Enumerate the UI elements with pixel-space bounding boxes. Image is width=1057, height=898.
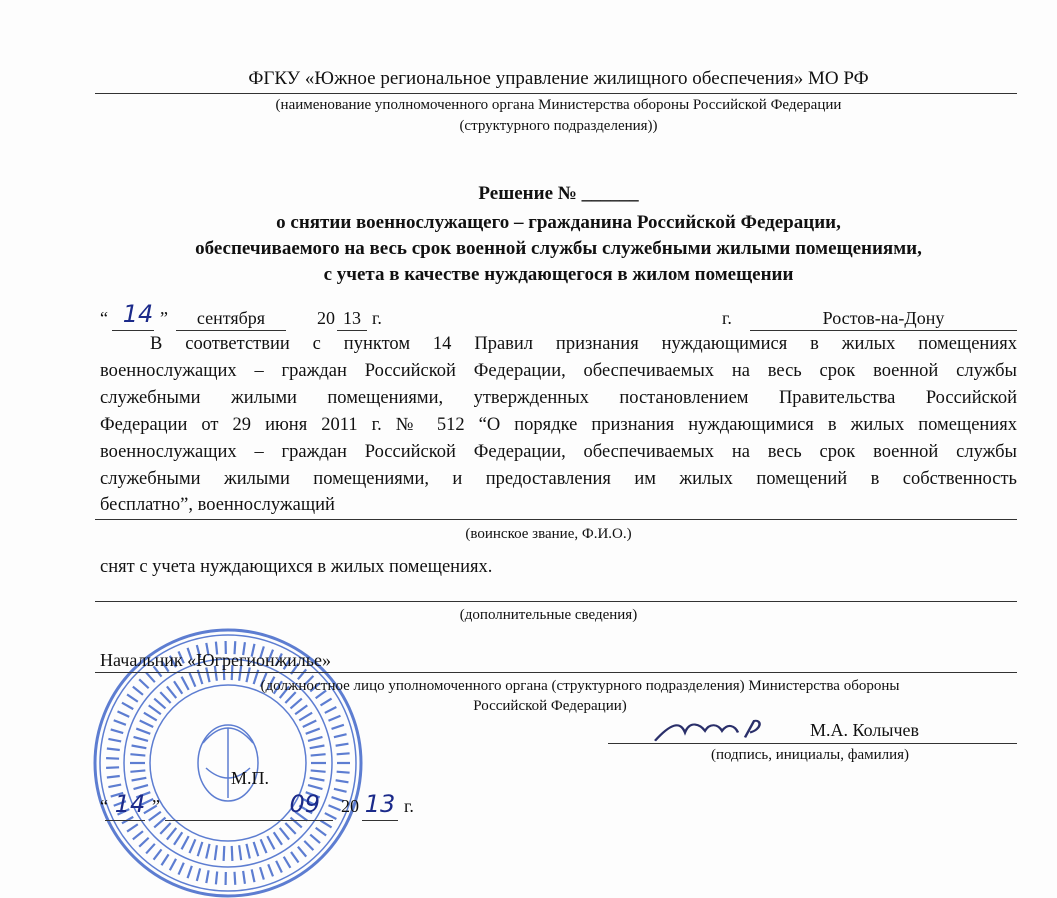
organization-name: ФГКУ «Южное региональное управление жилищного обеспечения» МО РФ <box>248 68 869 89</box>
rank-caption: (воинское звание, Ф.И.О.) <box>465 526 632 542</box>
stamp-letter-mark <box>267 836 274 849</box>
sign-date-month: 09 <box>289 790 320 818</box>
body-line: служебными жилыми помещениями, утвержденных постановлением Правительства Российской <box>100 388 1017 408</box>
stamp-letter-mark <box>179 863 184 875</box>
sign-day-underline <box>105 820 145 821</box>
stamp-letter-mark <box>154 699 165 709</box>
stamp-letter-mark <box>170 859 176 870</box>
stamp-letter-mark <box>136 729 150 734</box>
stamp-letter-mark <box>291 852 299 863</box>
stamp-letter-mark <box>114 720 126 725</box>
position-underline <box>95 672 1017 673</box>
stamp-letter-mark <box>106 767 119 768</box>
handwritten-signature <box>650 716 770 744</box>
title-line-2: обеспечиваемого на весь срок военной службы служебными жилыми помещениями, <box>195 238 922 259</box>
stamp-letter-mark <box>215 845 217 860</box>
date-day: 14 <box>122 300 154 328</box>
stamp-letter-mark <box>299 713 312 721</box>
stamp-letter-mark <box>146 844 155 854</box>
stamp-letter-mark <box>111 729 123 733</box>
stamp-letter-mark <box>316 828 326 836</box>
city-underline <box>750 330 1017 331</box>
signatory-name: М.А. Колычев <box>810 720 919 740</box>
stamp-letter-mark <box>336 744 349 746</box>
stamp-letter-mark <box>106 758 119 759</box>
stamp-letter-mark <box>304 841 313 850</box>
stamp-letter-mark <box>189 839 195 853</box>
signature-caption: (подпись, инициалы, фамилия) <box>710 747 910 763</box>
day-underline <box>112 330 154 331</box>
stamp-letter-mark <box>261 839 267 853</box>
stamp-letter-mark <box>122 703 133 709</box>
stamp-letter-mark <box>332 725 344 729</box>
stamp-letter-mark <box>308 785 322 789</box>
stamp-letter-mark <box>134 737 148 741</box>
stamp-letter-mark <box>239 845 241 860</box>
body-last-line: бесплатно”, военнослужащий <box>100 495 335 515</box>
org-caption-2: (структурного подразделения)) <box>459 118 658 134</box>
stamp-letter-mark <box>311 754 326 755</box>
city-name: Ростов-на-Дону <box>822 308 945 328</box>
stamp-letter-mark <box>310 746 325 749</box>
org-caption-1: (наименование уполномоченного органа Министерства обороны Российской Федерации <box>275 97 842 113</box>
stamp-letter-mark <box>216 871 217 884</box>
stamp-letter-mark <box>198 842 203 856</box>
stamp-letter-mark <box>311 770 326 771</box>
stamp-letter-mark <box>108 785 121 788</box>
date-year-suffix: г. <box>372 308 382 328</box>
stamp-letter-mark <box>108 739 121 742</box>
stamp-letter-mark <box>161 854 168 865</box>
body-line: Федерации от 29 июня 2011 г. № 512 “О порядке признания нуждающимися в жилых помещениях <box>100 415 1017 435</box>
title-line-3: с учета в качестве нуждающегося в жилом помещении <box>323 264 794 285</box>
extra-caption: (дополнительные сведения) <box>459 607 638 623</box>
decision-number-blank: ______ <box>581 183 639 204</box>
stamp-letter-mark <box>107 776 120 778</box>
stamp-letter-mark <box>117 711 129 717</box>
stamp-letter-mark <box>224 846 225 861</box>
stamp-letter-mark <box>291 699 302 709</box>
rank-name-underline <box>95 519 1017 520</box>
sign-year-underline <box>362 820 398 821</box>
stamp-letter-mark <box>276 861 282 873</box>
stamp-letter-mark <box>132 778 147 781</box>
stamp-letter-mark <box>130 754 145 755</box>
position-caption-2: Российской Федерации) <box>473 698 627 714</box>
year-underline <box>337 330 367 331</box>
stamp-letter-mark <box>306 729 320 734</box>
stamp-letter-mark <box>274 832 282 845</box>
extra-underline <box>95 601 1017 602</box>
stamp-letter-mark <box>328 716 340 721</box>
city-prefix: г. <box>722 308 732 328</box>
sign-date-close-quote: ” <box>152 796 160 816</box>
date-year: 13 <box>343 308 361 328</box>
stamp-letter-mark <box>167 828 176 840</box>
stamp-letter-mark <box>154 818 165 828</box>
body-line: военнослужащих – граждан Российской Федерации, обеспечиваемых на весь срок военной службы <box>100 442 1017 462</box>
stamp-letter-mark <box>206 870 208 883</box>
sign-date-open-quote: “ <box>100 796 108 816</box>
decision-label: Решение № <box>478 183 577 204</box>
stamp-letter-mark <box>154 849 162 859</box>
stamp-letter-mark <box>328 805 340 810</box>
stamp-letter-mark <box>285 823 295 834</box>
stamp-letter-mark <box>308 737 322 741</box>
official-position: Начальник «Югрегионжилье» <box>100 650 331 670</box>
stamp-letter-mark <box>107 748 120 750</box>
stamp-letter-mark <box>174 832 182 845</box>
decision-title <box>100 183 1017 205</box>
date-century: 20 <box>317 308 335 328</box>
org-underline <box>95 93 1017 94</box>
stamp-letter-mark <box>132 746 147 749</box>
stamp-letter-mark <box>295 705 307 714</box>
stamp-letter-mark <box>336 780 349 782</box>
body-line: В соответствии с пунктом 14 Правил признания нуждающимися в жилых помещениях <box>150 334 1017 354</box>
stamp-letter-mark <box>130 770 145 771</box>
stamp-letter-mark <box>246 844 249 859</box>
stamp-letter-mark <box>134 785 148 789</box>
stamp-letter-mark <box>127 824 138 831</box>
stamp-letter-mark <box>127 694 138 701</box>
signature-underline <box>608 743 1017 744</box>
stamp-letter-mark <box>182 836 189 849</box>
stamp-letter-mark <box>310 835 320 844</box>
stamp-letter-mark <box>337 772 350 773</box>
sign-month-underline <box>165 820 333 821</box>
stamp-letter-mark <box>160 823 170 834</box>
date-close-quote: ” <box>160 308 168 328</box>
stamp-letter-mark <box>206 844 209 859</box>
stamp-letter-mark <box>188 866 192 878</box>
stamp-letter-mark <box>280 828 289 840</box>
title-line-1: о снятии военнослужащего – гражданина Российской Федерации, <box>276 212 841 233</box>
stamp-letter-mark <box>133 831 143 839</box>
date-open-quote: “ <box>100 308 108 328</box>
sign-date-year-suffix: г. <box>404 796 414 816</box>
stamp-letter-mark <box>252 869 255 882</box>
stamp-letter-mark <box>268 864 273 876</box>
stamp-letter-mark <box>197 868 200 881</box>
stamp-letter-mark <box>232 846 233 861</box>
sign-date-century: 20 <box>341 796 359 816</box>
stamp-letter-mark <box>243 871 245 884</box>
body-line: служебными жилыми помещениями, и предоставления им жилых помещений в собственность <box>100 469 1017 489</box>
stamp-letter-mark <box>140 720 154 727</box>
stamp-letter-mark <box>310 778 325 781</box>
result-text: снят с учета нуждающихся в жилых помещениях. <box>100 557 493 577</box>
stamp-letter-mark <box>234 872 235 885</box>
stamp-letter-mark <box>254 842 259 856</box>
stamp-letter-mark <box>298 847 306 857</box>
month-underline <box>176 330 286 331</box>
stamp-letter-mark <box>149 705 161 714</box>
sign-date-day: 14 <box>114 790 146 818</box>
stamp-letter-mark <box>260 867 264 879</box>
body-line: военнослужащих – граждан Российской Федерации, обеспечиваемых на весь срок военной службы <box>100 361 1017 381</box>
position-caption-1: (должностное лицо уполномоченного органа (структурного подразделения) Министерства обороны <box>260 678 900 694</box>
stamp-place-label: М.П. <box>231 768 270 788</box>
stamp-letter-mark <box>334 734 347 737</box>
stamp-letter-mark <box>321 821 332 828</box>
stamp-letter-mark <box>139 838 148 847</box>
stamp-letter-mark <box>303 720 317 727</box>
date-month: сентября <box>196 308 266 328</box>
stamp-letter-mark <box>334 789 347 792</box>
stamp-letter-mark <box>144 713 157 721</box>
stamp-letter-mark <box>337 753 350 754</box>
stamp-letter-mark <box>284 857 291 868</box>
sign-date-year: 13 <box>364 790 396 818</box>
